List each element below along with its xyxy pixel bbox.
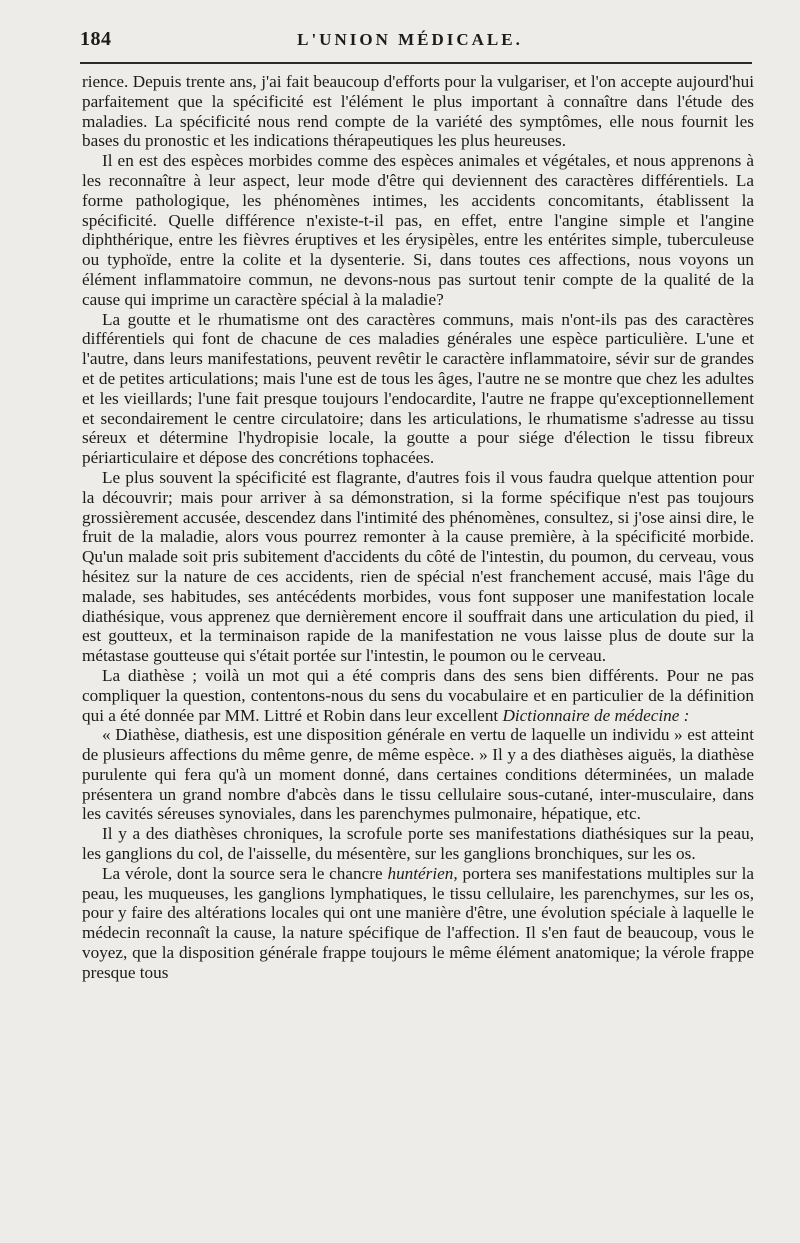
paragraph: Il en est des espèces morbides comme des espèces animales et végétales, et nous apprenons à les reconnaître à leur aspect, leur mode d'être qui deviennent des caractères différentiels. La forme pathologique, les phénomènes intimes, les accidents concomitants, établissent la spécificité. Quelle différence n'existe-t-il pas, en effet, entre l'angine simple et l'angine diphthérique, entre les fièvres éruptives et les érysipèles, entre les entérites simple, tuberculeuse ou typhoïde, entre la colite et la dysenterie. Si, dans toutes ces affections, nous voyons un élément inflammatoire commun, ne devons-nous pas surtout tenir compte de la qualité de la cause qui imprime un caractère spécial à la maladie? <box>82 151 754 309</box>
paragraph: La goutte et le rhumatisme ont des caractères communs, mais n'ont-ils pas des caractères différentiels qui font de chacune de ces maladies générales une espèce particulière. L'une et l'autre, dans leurs manifestations, peuvent revêtir le caractère inflammatoire, sévir sur de grandes et de petites articulations; mais l'une est de tous les âges, l'autre ne se montre que chez les adultes et les vieillards; l'une fait presque toujours l'endocardite, l'autre ne frappe qu'exceptionnellement et secondairement le centre circulatoire; dans les articulations, le rhumatisme s'adresse au tissu séreux et détermine l'hydropisie locale, la goutte a pour siége d'élection le tissu fibreux périarticulaire et dépose des concrétions tophacées. <box>82 309 754 468</box>
dictionary-title: Dictionnaire de médecine : <box>502 705 690 725</box>
paragraph-text: La vérole, dont la source sera le chancre <box>102 863 383 883</box>
paragraph: Le plus souvent la spécificité est flagrante, d'autres fois il vous faudra quelque attention pour la découvrir; mais pour arriver à sa démonstration, si la forme spécifique n'est pas toujours grossièrement accusée, descendez dans l'intimité des phénomènes, consultez, si j'ose ainsi dire, le fruit de la maladie, alors vous pourrez remonter à la cause première, à la spécificité morbide. Qu'un malade soit pris subitement d'accidents du côté de l'intestin, du poumon, du cerveau, vous hésitez sur la nature de ces accidents, rien de spécial n'est franchement accusé, mais l'âge du malade, ses habitudes, ses antécédents morbides, vous font supposer une manifestation locale diathésique, vous apprenez que dernièrement encore il souffrait dans une articulation du pied, il est goutteux, et la terminaison rapide de la manifestation ne vous laisse plus de doute sur la métastase goutteuse qui s'était portée sur l'intestin, le poumon ou le cerveau. <box>82 467 754 666</box>
paragraph: rience. Depuis trente ans, j'ai fait beaucoup d'efforts pour la vulgariser, et l'on accepte aujourd'hui parfaitement que la spécificité est l'élément le plus important à connaître dans l'étude des maladies. La spécificité nous rend compte de la variété des symptômes, elle nous fournit les bases du pronostic et les indications thérapeutiques les plus heureuses. <box>82 72 754 151</box>
definition-quote: « Diathèse, diathesis, est une disposition générale en vertu de laquelle un individu » est atteint de plusieurs affections du même genre, de même espèce. » Il y a des diathèses aiguës, la diathèse purulente qui fera qu'à un moment donné, dans certaines conditions déterminées, un malade présentera un grand nombre d'abcès dans le tissu cellulaire sous-cutané, inter-musculaire, dans les cavités séreuses synoviales, dans les parenchymes pulmonaire, hépatique, etc. <box>82 725 754 824</box>
page-number: 184 <box>80 28 112 50</box>
paragraph: Il y a des diathèses chroniques, la scrofule porte ses manifestations diathésiques sur la peau, les ganglions du col, de l'aisselle, du mésentère, sur les ganglions bronchiques, sur les os. <box>82 824 754 864</box>
page-header <box>0 28 800 58</box>
paragraph-text: La diathèse ; voilà un mot qui a été compris dans des sens bien différents. Pour ne pas compliquer la question, contentons-nous du sens du vocabulaire et en particulier de la définition qui a été donnée par MM. Littré et Robin dans leur excellent <box>82 665 754 725</box>
header-rule <box>80 62 752 64</box>
article-body <box>82 72 754 983</box>
paragraph-text: portera ses manifestations multiples sur la peau, les muqueuses, les ganglions lymphatiques, le tissu cellulaire, les parenchymes, sur les os, pour y faire des altérations locales qui ont une manière d'être, une évolution spéciale à laquelle le médecin reconnaît la cause, la nature spécifique de l'affection. Il s'en faut de beaucoup, vous le voyez, que la disposition générale frappe toujours le même élément anatomique; la vérole frappe presque tous <box>82 863 755 982</box>
paragraph <box>82 666 754 725</box>
running-title: L'UNION MÉDICALE. <box>297 30 523 49</box>
hunterian-term: huntérien, <box>387 863 458 883</box>
paragraph <box>82 864 754 983</box>
